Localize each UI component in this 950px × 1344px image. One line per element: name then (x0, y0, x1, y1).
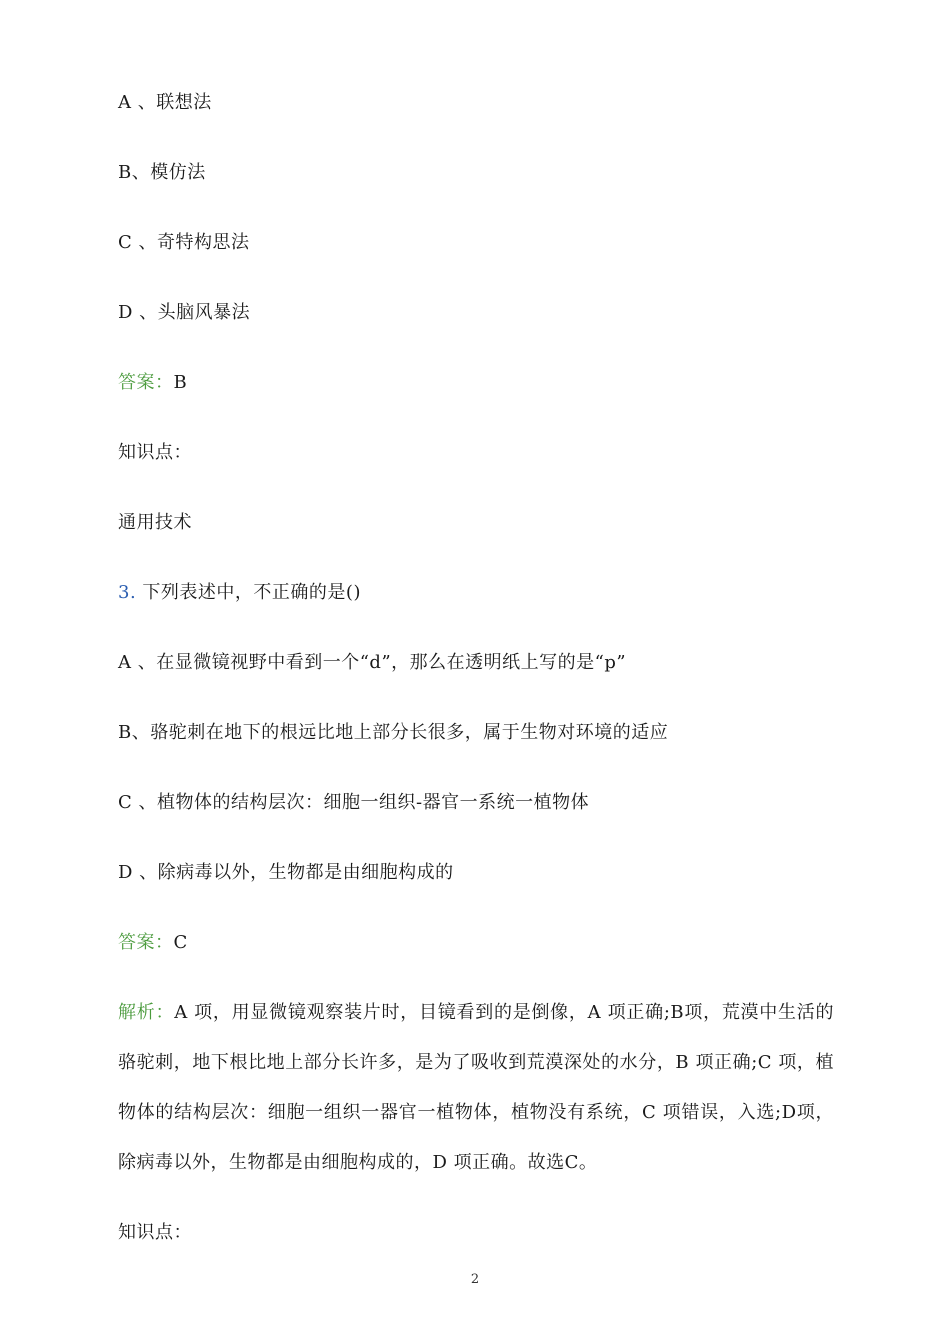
knowledge-value: 通用技术 (118, 512, 192, 533)
option-a: A 、联想法 (118, 92, 212, 113)
q3-option-d: D 、除病毒以外，生物都是由细胞构成的 (118, 862, 454, 883)
q3-answer-value: C (173, 932, 188, 953)
option-c: C 、奇特构思法 (118, 232, 250, 253)
q3-answer-label: 答案： (118, 932, 174, 953)
q3-option-a: A 、在显微镜视野中看到一个“d”，那么在透明纸上写的是“p” (118, 652, 627, 673)
answer-value: B (173, 372, 188, 393)
page-number: 2 (470, 1272, 480, 1287)
question-number: 3. (118, 582, 137, 603)
option-b: B、模仿法 (118, 162, 206, 183)
option-d: D 、头脑风暴法 (118, 302, 251, 323)
q3-option-c: C 、植物体的结构层次：细胞一组织-器官一系统一植物体 (118, 792, 590, 813)
q3-analysis-label: 解析： (118, 1002, 175, 1023)
knowledge-label: 知识点： (118, 442, 192, 463)
answer-line (118, 370, 838, 396)
q3-knowledge-label: 知识点： (118, 1222, 192, 1243)
q3-analysis (118, 988, 834, 1188)
q3-answer-line (118, 930, 838, 956)
q3-option-b: B、骆驼刺在地下的根远比地上部分长很多，属于生物对环境的适应 (118, 722, 669, 743)
question-3-stem-line (118, 580, 838, 606)
q3-analysis-text: A 项，用显微镜观察装片时，目镜看到的是倒像，A 项正确;B项，荒漠中生活的骆驼刺，地下根比地上部分长许多，是为了吸收到荒漠深处的水分，B 项正确;C 项，植物体的结构层次：细胞一组织一器官一植物体，植物没有系统，C 项错误，入选;D项，除病毒以外，生物都是由细胞构成的，D 项正确。故选C。 (118, 1002, 835, 1173)
answer-label: 答案： (118, 372, 174, 393)
question-stem: 下列表述中，不正确的是() (142, 582, 361, 603)
